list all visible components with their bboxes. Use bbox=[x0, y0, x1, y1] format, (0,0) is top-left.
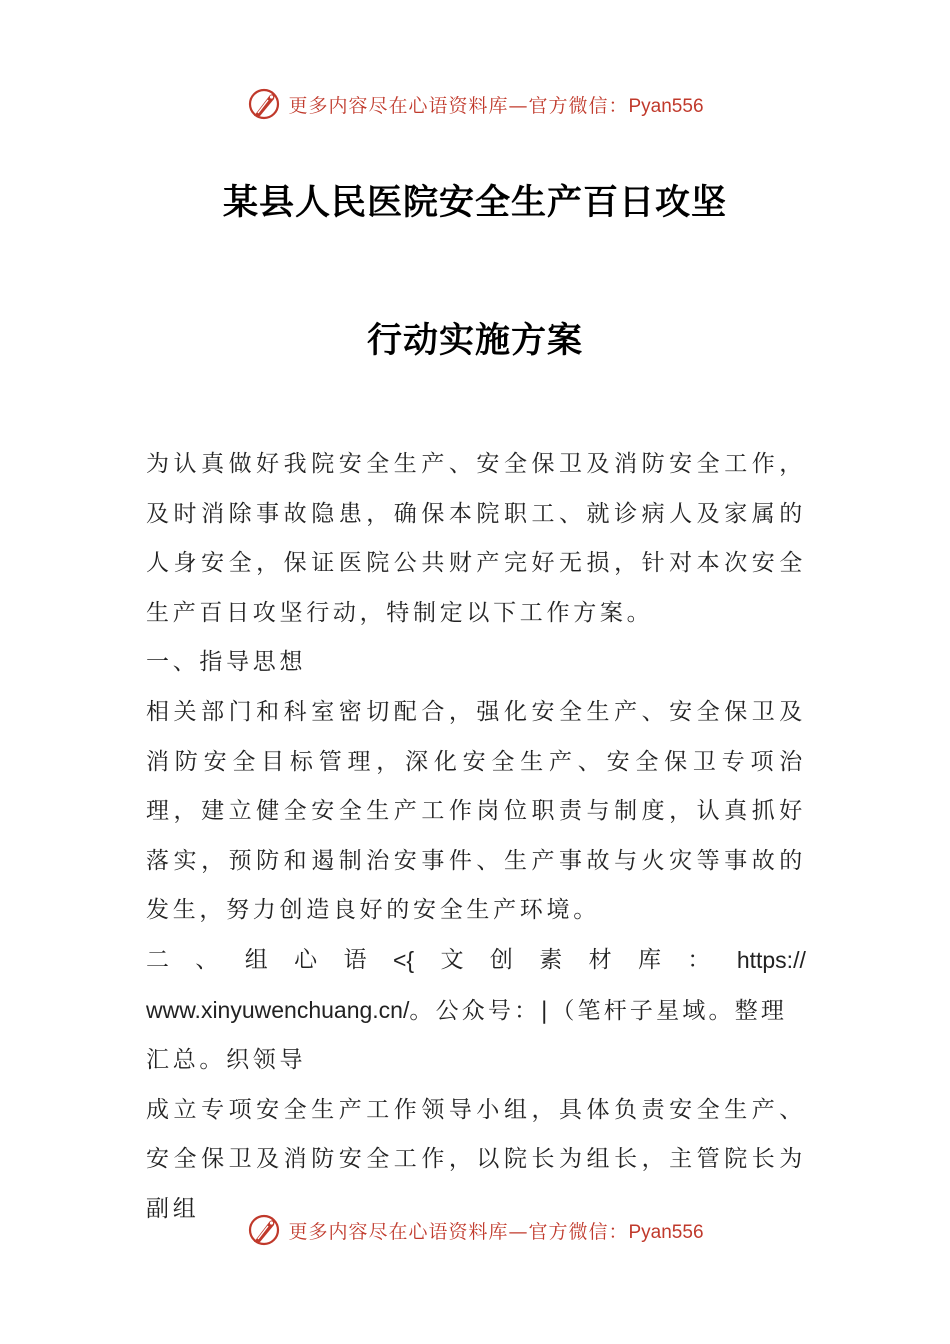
section-2-char: 二 bbox=[146, 946, 169, 973]
document-title-line-1: 某县人民医院安全生产百日攻坚 bbox=[222, 183, 727, 223]
section-2-heading-line bbox=[146, 936, 806, 986]
quill-pen-logo-icon bbox=[246, 1212, 282, 1248]
section-2-url-suffix: 。公众号：|（笔杆子星域。整理 bbox=[409, 997, 788, 1024]
section-2-char: 库 bbox=[638, 946, 662, 973]
section-2-char: 组 bbox=[244, 946, 268, 973]
section-2-heading-end: 汇总。织领导 bbox=[146, 1047, 307, 1074]
watermark-header bbox=[0, 84, 950, 124]
watermark-text: 更多内容尽在心语资料库—官方微信：Pyan556 bbox=[288, 94, 704, 117]
document-title-line-2: 行动实施方案 bbox=[366, 321, 583, 361]
watermark-text: 更多内容尽在心语资料库—官方微信：Pyan556 bbox=[288, 1220, 704, 1243]
section-2-char: 心 bbox=[294, 946, 318, 973]
section-2-char: 、 bbox=[195, 946, 219, 973]
section-1-heading: 一、指导思想 bbox=[146, 649, 307, 676]
section-2-char: ： bbox=[687, 946, 711, 973]
section-2-url: www.xinyuwenchuang.cn/ bbox=[146, 996, 410, 1023]
section-2-url-line bbox=[146, 986, 806, 1037]
quill-pen-logo-icon bbox=[246, 86, 282, 122]
section-2-url-start: https:// bbox=[736, 946, 806, 973]
section-2-char: 材 bbox=[588, 946, 612, 973]
intro-paragraph: 为认真做好我院安全生产、安全保卫及消防安全工作，及时消除事故隐患，确保本院职工、就诊病人及家属的人身安全，保证医院公共财产完好无损，针对本次安全生产百日攻坚行动，特制定以下工作方案。 bbox=[146, 451, 806, 626]
watermark-footer bbox=[0, 1210, 950, 1250]
section-2-char: 文 bbox=[440, 946, 464, 973]
section-2-char: 素 bbox=[539, 946, 563, 973]
section-2-char: <{ bbox=[392, 946, 415, 973]
watermark-wechat-id: Pyan556 bbox=[628, 1221, 704, 1243]
document-body bbox=[146, 440, 806, 1235]
section-2-paragraph: 成立专项安全生产工作领导小组，具体负责安全生产、安全保卫及消防安全工作，以院长为组长，主管院长为副组 bbox=[146, 1096, 806, 1222]
section-2-char: 创 bbox=[489, 946, 513, 973]
watermark-wechat-id: Pyan556 bbox=[628, 95, 704, 117]
section-1-paragraph: 相关部门和科室密切配合，强化安全生产、安全保卫及消防安全目标管理，深化安全生产、安全保卫专项治理，建立健全安全生产工作岗位职责与制度，认真抓好落实，预防和遏制治安事件、生产事故与火灾等事故的发生，努力创造良好的安全生产环境。 bbox=[146, 698, 806, 924]
section-2-char: 语 bbox=[343, 946, 367, 973]
